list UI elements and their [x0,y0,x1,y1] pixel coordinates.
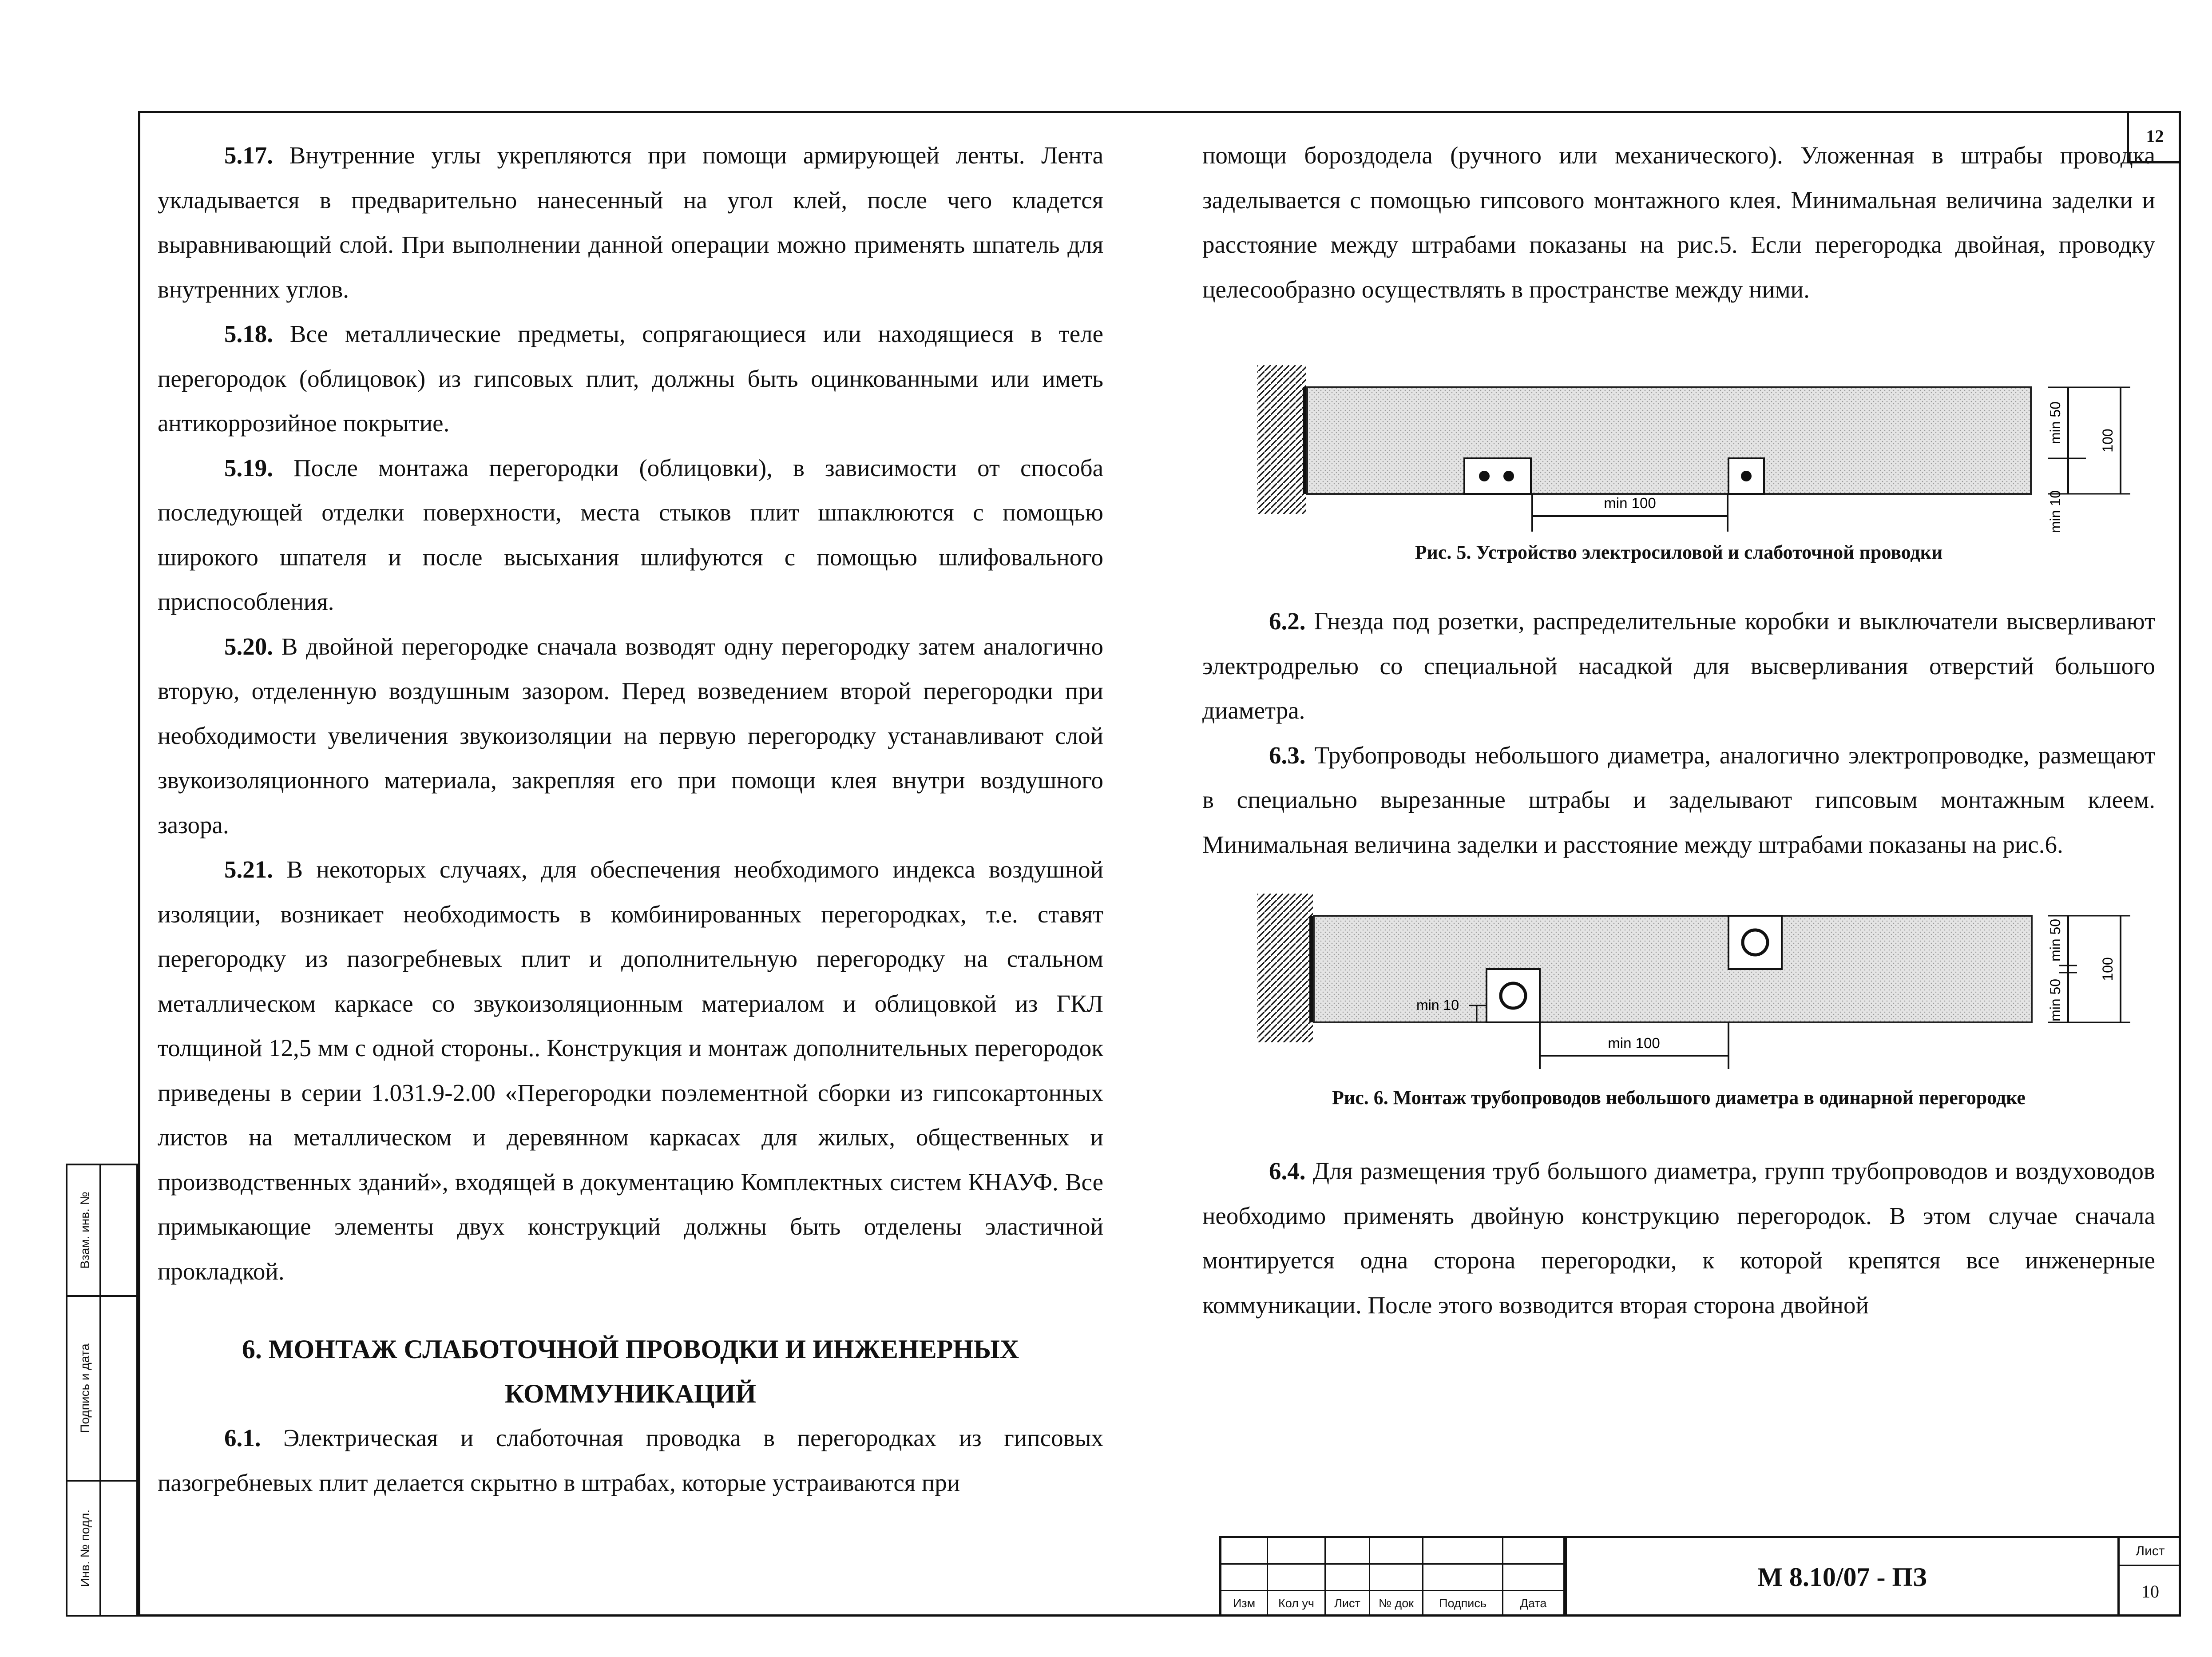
header-nom-dok: № док [1370,1591,1423,1617]
wire [1503,471,1514,481]
stamp-label-podpis: Подпись и дата [78,1343,92,1433]
paragraph-6-3 [1202,733,2155,867]
clause-number: 6.1. [224,1424,261,1451]
side-stamp-podpis [66,1295,101,1482]
header-data: Дата [1503,1591,1565,1617]
sheet-value: 10 [2141,1581,2159,1601]
figure-6-caption: Рис. 6. Монтаж трубопроводов небольшого диаметра в одинарной перегородке [1332,1087,2026,1109]
header-izm: Изм [1221,1591,1268,1617]
right-column [1202,133,2155,1327]
side-stamp-podpis-field [101,1295,138,1482]
sheet-number: 12 [2127,111,2181,163]
header-podpis: Подпись [1423,1591,1503,1617]
paragraph-6-1 [158,1416,1103,1505]
pipe [1743,930,1768,955]
figure-6 [1202,894,2155,1111]
clause-text: Гнезда под розетки, распределительные коробки и выключатели высверливают электродрелью со специальной насадкой для высверливания отверстий большого диаметра. [1202,608,2155,724]
clause-number: 5.20. [224,632,273,660]
clause-number: 5.19. [224,454,273,481]
dim-bottom-label: min 10 [2047,490,2063,533]
dim-spacing-label: min 100 [1608,1035,1660,1051]
wiring-channel [1464,458,1531,494]
clause-number: 6.2. [1269,608,1306,635]
figure-5 [1202,365,2155,566]
sheet-box [2117,1538,2181,1617]
clause-text: Электрическая и слаботочная проводка в перегородках из гипсовых пазогребневых плит делается скрытно в штрабах, которые устраиваются при [158,1424,1103,1496]
sheet-label: Лист [2120,1538,2181,1566]
paragraph-5-21 [158,847,1103,1294]
clause-number: 6.4. [1269,1157,1306,1184]
partition-plate [1307,387,2031,494]
clause-text: После монтажа перегородки (облицовки), в зависимости от способа последующей отделки поверхности, места стыков плит шпаклюются с помощью широкого шпателя и после высыхания шлифуются с помощью шлифовального приспособления. [158,454,1103,615]
side-stamp-vzam-field [101,1164,138,1297]
dim-bottom-label: min 50 [2047,978,2063,1022]
figure-6-drawing [1202,894,2155,1080]
paragraph-5-19 [158,446,1103,624]
dim-left-label: min 10 [1416,997,1459,1013]
revision-grid [1221,1538,1565,1617]
clause-number: 5.21. [224,856,273,883]
stamp-label-inv: Инв. № подл. [78,1509,92,1587]
paragraph-5-20 [158,624,1103,848]
dim-spacing-label: min 100 [1604,495,1656,511]
clause-text: В некоторых случаях, для обеспечения необходимого индекса воздушной изоляции, возникает необходимость в комбинированных перегородках, т.е. ставят перегородку из пазогребневых плит и дополнительную перегородку на стальном металлическом каркасе со звукоизоляционным материалом и облицовкой из ГКЛ толщиной 12,5 мм с одной стороны.. Конструкция и монтаж дополнительных перегородок приведены в серии 1.031.9-2.00 «Перегородки поэлементной сборки из гипсокартонных листов на металлическом и деревянном каркасах для жилых, общественных и производственных зданий», входящей в документацию Комплектных систем КНАУФ. Все примыкающие элементы двух конструкций должны быть отделены эластичной прокладкой. [158,856,1103,1285]
clause-text: Трубопроводы небольшого диаметра, аналогично электропроводке, размещают в специально вырезанные штрабы и заделывают гипсовым монтажным клеем. Минимальная величина заделки и расстояние между штрабами показаны на рис.6. [1202,741,2155,858]
clause-text: Внутренние углы укрепляются при помощи армирующей ленты. Лента укладывается в предварительно нанесенный на угол клей, после чего кладется выравнивающий слой. При выполнении данной операции можно применять шпатель для внутренних углов. [158,142,1103,303]
wire [1479,471,1490,481]
wall-hatch [1257,365,1306,514]
side-stamp-inv-field [101,1480,138,1617]
clause-number: 5.18. [224,320,273,347]
clause-text: Все металлические предметы, сопрягающиеся или находящиеся в теле перегородок (облицовок) из гипсовых плит, должны быть оцинкованными или иметь антикоррозийное покрытие. [158,320,1103,437]
wall-hatch [1257,894,1313,1042]
clause-text: В двойной перегородке сначала возводят одну перегородку затем аналогично вторую, отделенную воздушным зазором. Перед возведением второй перегородки при необходимости увеличения звукоизоляции на первую перегородку устанавливают слой звукоизоляционного материала, закрепляя его при помощи клея внутри воздушного зазора. [158,632,1103,838]
dim-thickness-label: 100 [2100,957,2116,981]
paragraph-5-18 [158,312,1103,446]
title-block [1219,1536,2181,1617]
paragraph-5-17 [158,133,1103,312]
side-stamp-vzam [66,1164,101,1297]
clause-number: 5.17. [224,142,273,169]
clause-text: Для размещения труб большого диаметра, групп трубопроводов и воздуховодов необходимо применять двойную конструкцию перегородок. В этом случае сначала монтируется одна сторона перегородки, к которой крепятся все инженерные коммуникации. После этого возводится вторая сторона двойной [1202,1157,2155,1319]
figure-5-drawing [1202,365,2155,534]
header-kol-uch: Кол уч [1268,1591,1326,1617]
paragraph-6-1-continued: помощи бороздодела (ручного или механического). Уложенная в штрабы проводка заделывается с помощью гипсового монтажного клея. Минимальная величина заделки и расстояние между штрабами показаны на рис.5. Если перегородка двойная, проводку целесообразно осуществлять в пространстве между ними. [1202,142,2155,303]
clause-number: 6.3. [1269,741,1306,769]
stamp-label-vzam: Взам. инв. № [78,1192,92,1269]
paragraph-6-4 [1202,1149,2155,1327]
paragraph-6-2 [1202,599,2155,733]
document-code: М 8.10/07 - ПЗ [1565,1538,2117,1617]
header-list: Лист [1326,1591,1370,1617]
dim-depth-label: min 50 [2047,401,2063,445]
wire [1741,471,1752,481]
section-title: 6. МОНТАЖ СЛАБОТОЧНОЙ ПРОВОДКИ И ИНЖЕНЕРНЫХ КОММУНИКАЦИЙ [242,1335,1019,1408]
dim-top-label: min 50 [2047,918,2063,962]
left-column [158,133,1103,1505]
figure-5-caption: Рис. 5. Устройство электросиловой и слаботочной проводки [1415,541,1943,563]
side-stamp-inv [66,1480,101,1617]
pipe [1501,983,1526,1008]
dim-thickness-label: 100 [2100,429,2116,453]
